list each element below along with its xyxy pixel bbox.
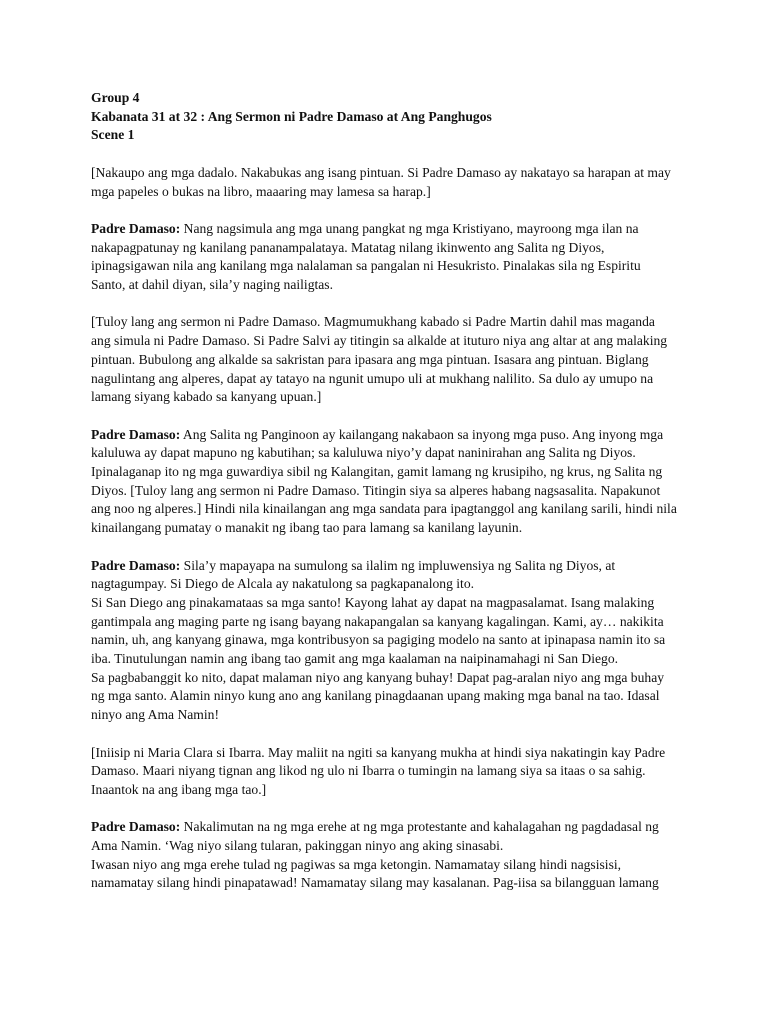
stage-direction: [91, 744, 677, 800]
paragraph-text: Sila’y mapayapa na sumulong sa ilalim ng impluwensiya ng Salita ng Diyos, at nagtagumpay. Si Diego de Alcala ay nakatulong sa pagkapanalong ito. Si San Diego ang pinakamataas sa mga santo! Kayong lahat ay dapat na magpasalamat. Isang malaking gantimpala ang maging parte ng isang bayang nakapangalan sa kanyang kagalingan. Kami, ay… nakikita namin, uh, ang kanyang ginawa, mga kontribusyon sa pagiging modelo na santo at ipinapasa namin ito sa iba. Tinutulungan namin ang ibang tao gamit ang mga kaalaman na naipinamahagi ni San Diego. Sa pagbabanggit ko nito, dapat malaman niyo ang kanyang buhay! Dapat pag-aralan niyo ang mga buhay ng mga santo. Alamin ninyo kung ano ang kanilang pinagdaanan upang making mga banal na tao. Idasal ninyo ang Ama Namin!: [91, 557, 666, 723]
scene-label: Scene 1: [91, 127, 135, 143]
paragraph-text: [Tuloy lang ang sermon ni Padre Damaso. Magmumukhang kabado si Padre Martin dahil mas maganda ang simula ni Padre Damaso. Si Padre Salvi ay titingin sa alkalde at ituturo niya ang altar at ang malaking pintuan. Bubulong ang alkalde sa sakristan para ipasara ang mga pintuan. Isasara ang pintuan. Biglang nagulintang ang alperes, dapat ay tatayo na ngunit umupo uli at mukhang nalilito. Sa dulo ay umupo na lamang siyang kabado sa kanyang upuan.]: [91, 314, 668, 405]
speaker-name: Padre Damaso:: [91, 426, 181, 442]
speaker-name: Padre Damaso:: [91, 557, 181, 573]
paragraph-text: Nakalimutan na ng mga erehe at ng mga protestante and kahalagahan ng pagdadasal ng Ama Namin. ‘Wag niyo silang tularan, pakinggan ninyo ang aking sinasabi. Iwasan niyo ang mga erehe tulad ng pagiwas sa mga ketongin. Namamatay silang hindi nagsisisi, namamatay silang hindi pinapatawad! Namamatay silang may kasalanan. Pag-iisa sa bilangguan lamang: [91, 819, 659, 891]
paragraph-text: Nang nagsimula ang mga unang pangkat ng mga Kristiyano, mayroong mga ilan na nakapagpatunay ng kanilang pananampalataya. Matatag nilang ikinwento ang Salita ng Diyos, ipinagsigawan nila ang kanilang mga nalalaman sa pangalan ni Hesukristo. Pinalakas sila ng Espiritu Santo, at dahil diyan, sila’y naging nailigtas.: [91, 220, 641, 292]
dialogue-paragraph: [91, 426, 677, 538]
document-body: [91, 89, 677, 893]
speaker-name: Padre Damaso:: [91, 819, 181, 835]
paragraph-text: [Iniisip ni Maria Clara si Ibarra. May maliit na ngiti sa kanyang mukha at hindi siya nakatingin kay Padre Damaso. Maari niyang tignan ang likod ng ulo ni Ibarra o tumingin na lamang siya sa itaas o sa sahig. Inaantok na ang ibang mga tao.]: [91, 744, 666, 797]
stage-direction: [91, 164, 677, 201]
paragraph-text: [Nakaupo ang mga dadalo. Nakabukas ang isang pintuan. Si Padre Damaso ay nakatayo sa harapan at may mga papeles o bukas na libro, maaaring may lamesa sa harap.]: [91, 164, 671, 199]
dialogue-paragraph: [91, 818, 677, 893]
group-label: Group 4: [91, 90, 140, 105]
dialogue-paragraph: [91, 220, 677, 295]
paragraph-text: Ang Salita ng Panginoon ay kailangang nakabaon sa inyong mga puso. Ang inyong mga kaluluwa ay dapat mapuno ng kabutihan; sa kaluluwa niyo’y dapat naninirahan ang Salita ng Diyos. Ipinalaganap ito ng mga guwardiya sibil ng Kalangitan, gamit lamang ng krusipiho, ng krus, ng Salita ng Diyos. [Tuloy lang ang sermon ni Padre Damaso. Titingin siya sa alperes habang nagsasalita. Napakunot ang noo ng alperes.] Hindi nila kinailangan ang mga sandata para ipagtanggol ang kanilang sarili, hindi nila kinailangang pumatay o manakit ng ibang tao para lamang sa kanilang layunin.: [91, 426, 677, 536]
dialogue-paragraph: [91, 557, 677, 725]
speaker-name: Padre Damaso:: [91, 220, 181, 236]
chapter-title: Kabanata 31 at 32 : Ang Sermon ni Padre Damaso at Ang Panghugos: [91, 108, 492, 124]
stage-direction: [91, 313, 677, 407]
document-header: [91, 89, 677, 145]
